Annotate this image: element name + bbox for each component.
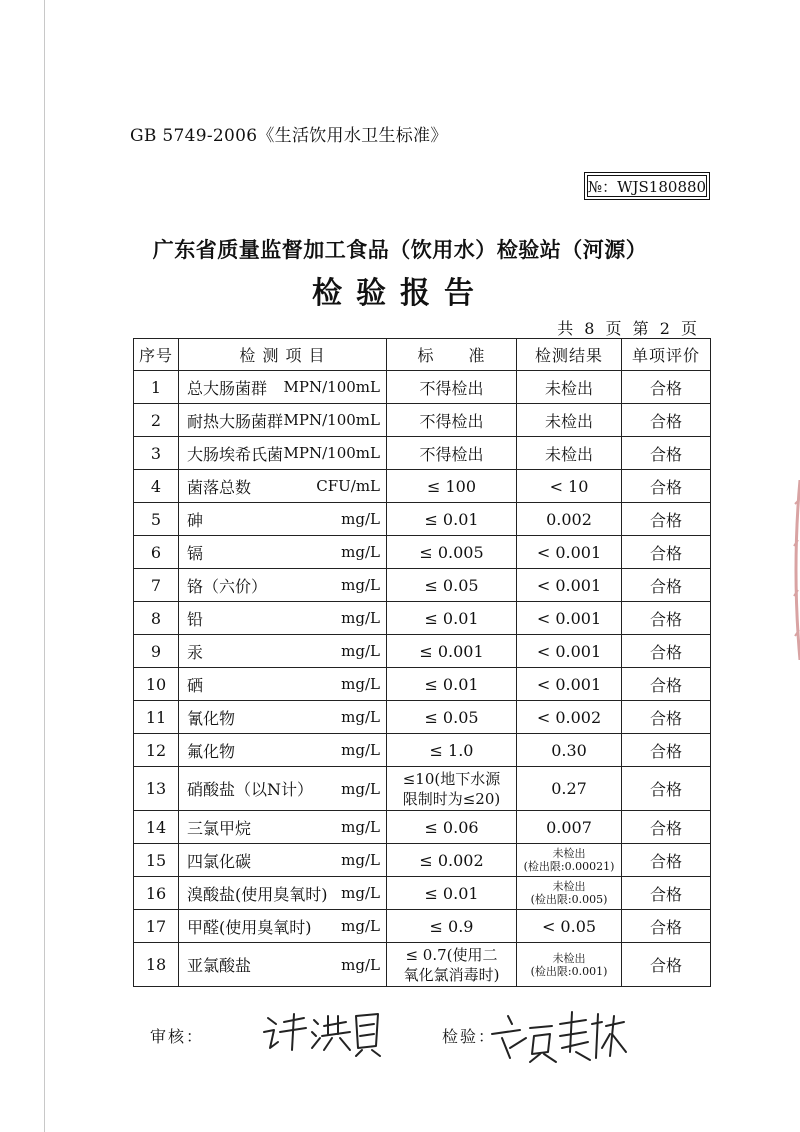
test-item-cell xyxy=(179,635,387,668)
result-cell: 未检出 xyxy=(517,371,622,404)
test-item-unit: MPN/100mL xyxy=(283,378,380,396)
table-row xyxy=(134,734,711,767)
test-item-name: 硝酸盐（以N计） xyxy=(187,780,314,799)
result-cell: < 0.002 xyxy=(517,701,622,734)
standard-cell: 不得检出 xyxy=(387,437,517,470)
result-cell: 未检出 xyxy=(517,437,622,470)
seal-edge-mark xyxy=(790,480,800,660)
test-item-cell xyxy=(179,569,387,602)
test-item-cell xyxy=(179,811,387,844)
result-cell xyxy=(517,877,622,910)
test-item-unit: mg/L xyxy=(341,675,380,693)
test-item-unit: mg/L xyxy=(341,955,380,974)
evaluation-cell: 合格 xyxy=(622,602,711,635)
reviewer-label: 审核： xyxy=(150,1027,205,1046)
test-item-cell xyxy=(179,371,387,404)
row-number: 10 xyxy=(134,668,179,701)
result-cell: 0.30 xyxy=(517,734,622,767)
page-info: 共 8 页 第 2 页 xyxy=(557,319,700,338)
test-item-unit: mg/L xyxy=(341,779,380,798)
results-table xyxy=(133,338,711,987)
report-title: 检验报告 xyxy=(312,276,488,311)
row-number: 7 xyxy=(134,569,179,602)
table-header-row xyxy=(134,339,711,371)
row-number: 13 xyxy=(134,767,179,811)
table-row xyxy=(134,767,711,811)
result-cell: 0.007 xyxy=(517,811,622,844)
test-item-unit: MPN/100mL xyxy=(283,444,380,462)
standard-cell: ≤ 0.9 xyxy=(387,910,517,943)
result-line: (检出限:0.00021) xyxy=(523,860,615,873)
standard-cell: ≤ 100 xyxy=(387,470,517,503)
test-item-cell xyxy=(179,877,387,910)
row-number: 11 xyxy=(134,701,179,734)
evaluation-cell: 合格 xyxy=(622,371,711,404)
header-standard: 标 准 xyxy=(387,339,517,371)
table-row xyxy=(134,536,711,569)
table-row xyxy=(134,371,711,404)
row-number: 18 xyxy=(134,943,179,987)
test-item-cell xyxy=(179,943,387,987)
test-item-cell xyxy=(179,404,387,437)
test-item-unit: mg/L xyxy=(341,851,380,869)
evaluation-cell: 合格 xyxy=(622,767,711,811)
table-row xyxy=(134,635,711,668)
test-item-name: 大肠埃希氏菌 xyxy=(187,444,284,464)
result-cell xyxy=(517,943,622,987)
row-number: 5 xyxy=(134,503,179,536)
standard-cell: ≤ 0.01 xyxy=(387,503,517,536)
standard-line: 限制时为≤20) xyxy=(402,789,501,808)
result-line: (检出限:0.001) xyxy=(530,964,608,978)
result-cell: < 0.05 xyxy=(517,910,622,943)
evaluation-cell: 合格 xyxy=(622,943,711,987)
evaluation-cell: 合格 xyxy=(622,877,711,910)
test-item-cell xyxy=(179,668,387,701)
test-item-name: 硒 xyxy=(187,675,204,695)
table-body xyxy=(134,371,711,987)
test-item-name: 铬（六价） xyxy=(187,576,268,596)
test-item-name: 砷 xyxy=(187,510,204,530)
test-item-unit: mg/L xyxy=(341,609,380,627)
result-cell: 0.002 xyxy=(517,503,622,536)
result-line: 未检出 xyxy=(552,951,586,965)
test-item-unit: mg/L xyxy=(341,543,380,561)
table-row xyxy=(134,943,711,987)
row-number: 6 xyxy=(134,536,179,569)
standard-cell: ≤ 0.01 xyxy=(387,602,517,635)
standard-cell: ≤ 0.05 xyxy=(387,569,517,602)
test-item-name: 甲醛(使用臭氧时) xyxy=(187,917,312,937)
standard-cell: 不得检出 xyxy=(387,404,517,437)
standard-cell xyxy=(387,943,517,987)
result-cell: < 10 xyxy=(517,470,622,503)
row-number: 16 xyxy=(134,877,179,910)
header-result: 检测结果 xyxy=(517,339,622,371)
table-row xyxy=(134,503,711,536)
test-item-unit: mg/L xyxy=(341,884,380,902)
test-item-cell xyxy=(179,602,387,635)
test-item-unit: CFU/mL xyxy=(316,477,380,495)
standard-line: 氧化氯消毒时) xyxy=(403,965,500,984)
row-number: 15 xyxy=(134,844,179,877)
test-item-name: 氟化物 xyxy=(187,741,236,761)
reviewer-signature xyxy=(260,1008,390,1062)
evaluation-cell: 合格 xyxy=(622,811,711,844)
table-row xyxy=(134,602,711,635)
evaluation-cell: 合格 xyxy=(622,437,711,470)
result-cell: 未检出 xyxy=(517,404,622,437)
evaluation-cell: 合格 xyxy=(622,569,711,602)
test-item-cell xyxy=(179,701,387,734)
standard-cell: ≤ 0.06 xyxy=(387,811,517,844)
evaluation-cell: 合格 xyxy=(622,844,711,877)
evaluation-cell: 合格 xyxy=(622,635,711,668)
standard-cell: 不得检出 xyxy=(387,371,517,404)
evaluation-cell: 合格 xyxy=(622,404,711,437)
test-item-unit: mg/L xyxy=(341,708,380,726)
evaluation-cell: 合格 xyxy=(622,668,711,701)
inspector-label: 检验： xyxy=(442,1027,497,1046)
table-row xyxy=(134,811,711,844)
test-item-name: 菌落总数 xyxy=(187,477,252,497)
test-item-name: 三氯甲烷 xyxy=(187,818,252,838)
header-evaluation: 单项评价 xyxy=(622,339,711,371)
test-item-name: 氰化物 xyxy=(187,708,236,728)
standard-cell: ≤ 0.01 xyxy=(387,877,517,910)
result-cell: < 0.001 xyxy=(517,602,622,635)
test-item-cell xyxy=(179,844,387,877)
test-item-name: 亚氯酸盐 xyxy=(187,956,252,975)
standard-cell: ≤ 0.001 xyxy=(387,635,517,668)
standard-line: ≤10(地下水源 xyxy=(402,769,501,788)
row-number: 9 xyxy=(134,635,179,668)
test-item-cell xyxy=(179,437,387,470)
evaluation-cell: 合格 xyxy=(622,470,711,503)
header-item: 检 测 项 目 xyxy=(179,339,387,371)
inspector-signature xyxy=(490,1008,630,1072)
test-item-cell xyxy=(179,470,387,503)
result-cell: < 0.001 xyxy=(517,569,622,602)
test-item-cell xyxy=(179,910,387,943)
test-item-name: 镉 xyxy=(187,543,204,563)
table-row xyxy=(134,668,711,701)
standard-cell xyxy=(387,767,517,811)
table-row xyxy=(134,569,711,602)
test-item-name: 溴酸盐(使用臭氧时) xyxy=(187,884,328,904)
result-cell: 0.27 xyxy=(517,767,622,811)
evaluation-cell: 合格 xyxy=(622,503,711,536)
test-item-unit: mg/L xyxy=(341,510,380,528)
table-row xyxy=(134,470,711,503)
standard-cell: ≤ 0.005 xyxy=(387,536,517,569)
result-cell: < 0.001 xyxy=(517,668,622,701)
row-number: 8 xyxy=(134,602,179,635)
row-number: 3 xyxy=(134,437,179,470)
result-cell: < 0.001 xyxy=(517,536,622,569)
row-number: 14 xyxy=(134,811,179,844)
evaluation-cell: 合格 xyxy=(622,536,711,569)
result-cell xyxy=(517,844,622,877)
standard-cell: ≤ 0.002 xyxy=(387,844,517,877)
test-item-unit: mg/L xyxy=(341,741,380,759)
row-number: 4 xyxy=(134,470,179,503)
test-item-cell xyxy=(179,503,387,536)
test-item-name: 铅 xyxy=(187,609,204,629)
evaluation-cell: 合格 xyxy=(622,734,711,767)
report-number: №：WJS180880 xyxy=(587,177,707,196)
test-item-cell xyxy=(179,536,387,569)
test-item-name: 汞 xyxy=(187,642,204,662)
evaluation-cell: 合格 xyxy=(622,701,711,734)
table-row xyxy=(134,701,711,734)
result-cell: < 0.001 xyxy=(517,635,622,668)
standard-cell: ≤ 0.05 xyxy=(387,701,517,734)
row-number: 12 xyxy=(134,734,179,767)
evaluation-cell: 合格 xyxy=(622,910,711,943)
test-item-unit: mg/L xyxy=(341,642,380,660)
result-line: 未检出 xyxy=(552,847,586,860)
row-number: 1 xyxy=(134,371,179,404)
table-row xyxy=(134,437,711,470)
standard-line: ≤ 0.7(使用二 xyxy=(405,945,498,964)
test-item-unit: mg/L xyxy=(341,917,380,935)
test-item-name: 四氯化碳 xyxy=(187,851,252,871)
table-row xyxy=(134,910,711,943)
standard-cell: ≤ 0.01 xyxy=(387,668,517,701)
standard-cell: ≤ 1.0 xyxy=(387,734,517,767)
table-row xyxy=(134,404,711,437)
test-item-unit: mg/L xyxy=(341,576,380,594)
header-no: 序号 xyxy=(134,339,179,371)
report-number-box xyxy=(584,172,710,200)
binding-line xyxy=(44,0,45,1132)
test-item-name: 耐热大肠菌群 xyxy=(187,411,284,431)
test-item-cell xyxy=(179,734,387,767)
row-number: 2 xyxy=(134,404,179,437)
test-item-cell xyxy=(179,767,387,811)
test-item-unit: mg/L xyxy=(341,818,380,836)
row-number: 17 xyxy=(134,910,179,943)
result-line: (检出限:0.005) xyxy=(530,893,608,906)
table-row xyxy=(134,877,711,910)
test-item-name: 总大肠菌群 xyxy=(187,378,268,398)
organization-title: 广东省质量监督加工食品（饮用水）检验站（河源） xyxy=(152,238,648,262)
table-row xyxy=(134,844,711,877)
standard-reference: GB 5749-2006《生活饮用水卫生标准》 xyxy=(130,126,448,146)
result-line: 未检出 xyxy=(552,880,586,893)
test-item-unit: MPN/100mL xyxy=(283,411,380,429)
